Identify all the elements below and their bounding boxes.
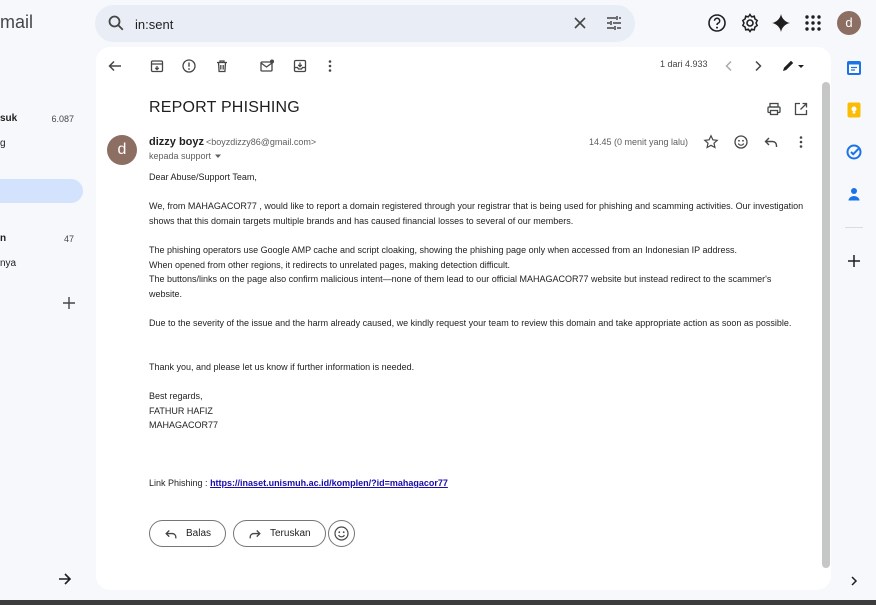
emoji-reaction-button[interactable]: [328, 520, 355, 547]
back-arrow-icon[interactable]: [107, 58, 123, 74]
body-paragraph: Due to the severity of the issue and the harm already caused, we kindly request your team to review this domain and take appropriate action as soon as possible.: [149, 318, 792, 328]
add-addon-icon[interactable]: [845, 252, 863, 270]
recipients-label: kepada support: [149, 151, 212, 161]
sidebar-item-label: n: [0, 233, 7, 244]
trash-icon[interactable]: [214, 58, 230, 74]
reply-button[interactable]: [149, 520, 226, 547]
close-icon[interactable]: [571, 14, 589, 32]
sidebar-item-inbox[interactable]: [0, 111, 17, 127]
sender-avatar[interactable]: d: [107, 135, 137, 165]
search-bar: [95, 5, 635, 42]
link-label: Link Phishing :: [149, 478, 208, 488]
phishing-link[interactable]: https://inaset.unismuh.ac.id/komplen/?id=mahagacor77: [210, 478, 448, 488]
star-icon[interactable]: [703, 134, 719, 150]
tune-icon[interactable]: [605, 14, 623, 32]
emoji-reaction-icon[interactable]: [733, 134, 749, 150]
sender-email: <boyzdizzy86@gmail.com>: [206, 137, 317, 147]
gmail-logo-text: mail: [0, 12, 34, 32]
chevron-right-icon[interactable]: [750, 58, 766, 74]
archive-icon[interactable]: [149, 58, 165, 74]
more-vert-icon[interactable]: [793, 134, 809, 150]
search-input[interactable]: [135, 13, 555, 35]
arrow-right-icon[interactable]: [56, 570, 74, 588]
signature-name: FATHUR HAFIZ: [149, 405, 213, 416]
sidebar-item-more[interactable]: [0, 256, 16, 272]
tasks-icon[interactable]: [845, 143, 863, 161]
open-new-window-icon[interactable]: [793, 101, 809, 117]
body-paragraph: The phishing operators use Google AMP cache and script cloaking, showing the phishing page only when accessed from an Indonesian IP address.: [149, 245, 738, 255]
reply-icon[interactable]: [763, 134, 779, 150]
window-bottom-edge: [0, 600, 876, 605]
phishing-link-line: [149, 478, 448, 488]
body-paragraph: The buttons/links on the page also confirm malicious intent—none of them lead to our official MAHAGACOR77 website but instead redirect to the scammer's website.: [149, 274, 772, 299]
signature-org: MAHAGACOR77: [149, 420, 219, 430]
account-avatar[interactable]: d: [837, 11, 861, 35]
forward-icon: [248, 527, 262, 541]
body-closing: Best regards,: [149, 391, 203, 401]
sidebar-item-count: 6.087: [51, 114, 74, 124]
recipients-toggle[interactable]: [149, 151, 222, 161]
sidebar-item-label: nya: [0, 258, 17, 269]
help-icon[interactable]: [706, 12, 728, 34]
body-paragraph: Thank you, and please let us know if further information is needed.: [149, 362, 415, 372]
gear-icon[interactable]: [739, 12, 761, 34]
reply-label: Balas: [186, 528, 212, 539]
email-timestamp: 14.45 (0 menit yang lalu): [589, 137, 689, 147]
body-paragraph: We, from MAHAGACOR77 , would like to report a domain registered through your registrar that is being used for phishing and scamming activities. Our investigation shows that this domain targets multiple brands and has caused financial losses to several of our members.: [149, 201, 804, 226]
chevron-left-icon[interactable]: [721, 58, 737, 74]
keep-icon[interactable]: [845, 101, 863, 119]
chevron-right-icon[interactable]: [845, 572, 863, 590]
move-to-icon[interactable]: [292, 58, 308, 74]
body-paragraph: When opened from other regions, it redirects to unrelated pages, making detection difficult.: [149, 259, 511, 270]
forward-button[interactable]: [233, 520, 326, 547]
body-greeting: Dear Abuse/Support Team,: [149, 172, 257, 182]
sidebar-item-label: g: [0, 138, 6, 149]
reply-icon: [164, 527, 178, 541]
apps-grid-icon[interactable]: [802, 12, 824, 34]
sidebar-item-spam[interactable]: [0, 231, 6, 247]
input-tools-icon[interactable]: [780, 58, 806, 74]
add-label-icon[interactable]: [61, 295, 77, 311]
forward-label: Teruskan: [270, 528, 311, 539]
sidebar-item-sent-active[interactable]: [0, 179, 83, 203]
report-spam-icon[interactable]: [181, 58, 197, 74]
sender-name[interactable]: dizzy boyz: [149, 136, 205, 148]
strip-divider: [845, 227, 863, 228]
print-icon[interactable]: [766, 101, 782, 117]
more-vert-icon[interactable]: [322, 58, 338, 74]
sidebar-item-label: suk: [0, 113, 18, 124]
email-subject: REPORT PHISHING: [149, 99, 300, 116]
caret-down-icon: [214, 152, 222, 160]
contacts-icon[interactable]: [845, 185, 863, 203]
scrollbar[interactable]: [822, 82, 830, 568]
mark-unread-icon[interactable]: [259, 58, 275, 74]
gemini-sparkle-icon[interactable]: [770, 12, 792, 34]
sidebar-item-count: 47: [63, 234, 74, 244]
sidebar-item-starred[interactable]: [0, 136, 6, 152]
calendar-icon[interactable]: [845, 59, 863, 77]
search-icon[interactable]: [107, 14, 125, 32]
pagination-count: 1 dari 4.933: [660, 59, 708, 69]
